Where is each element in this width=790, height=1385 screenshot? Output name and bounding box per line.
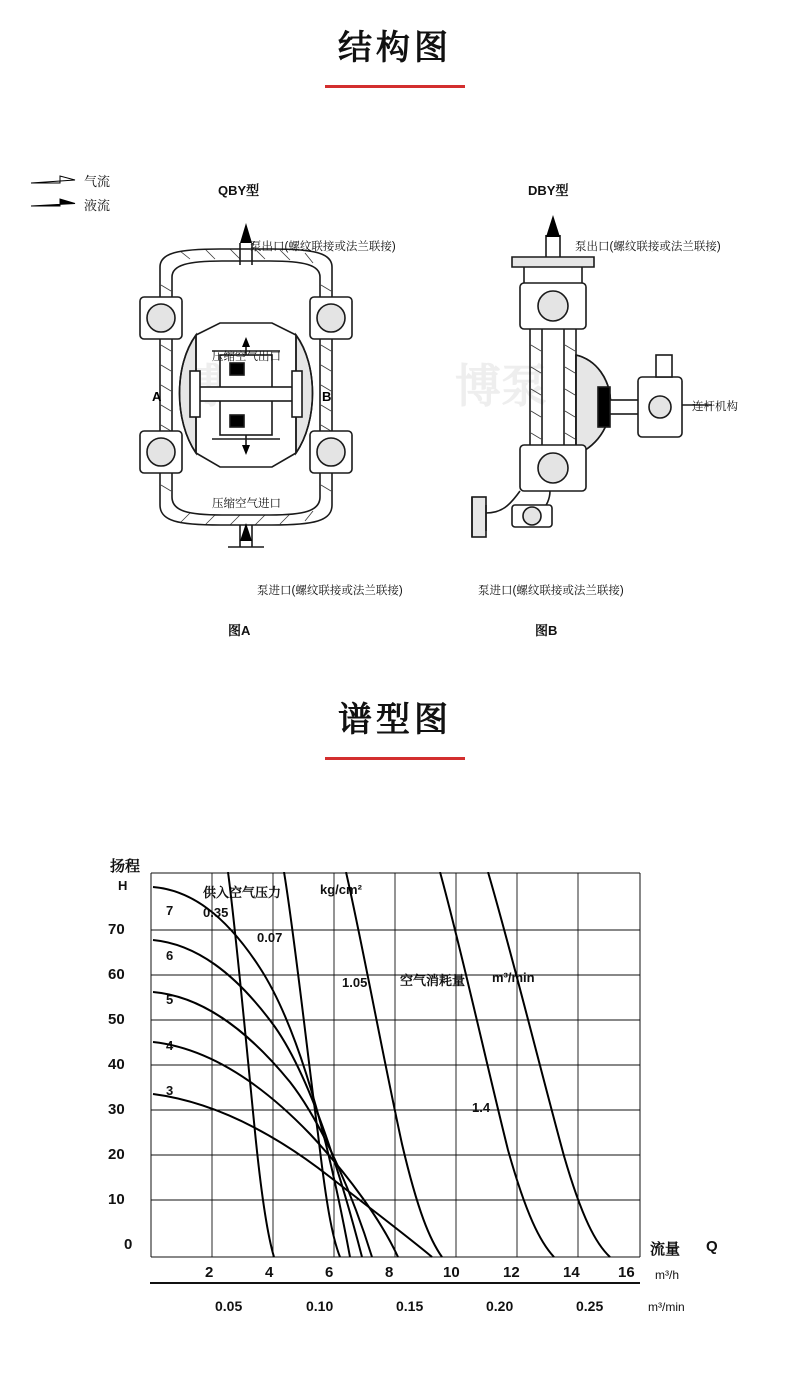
air-consumption-label: 1.05 (342, 975, 368, 990)
annotation-supply-pressure: 供入空气压力 (203, 885, 282, 900)
watermark: 博泵 (455, 360, 547, 412)
y-tick: 70 (108, 921, 125, 938)
structure-title-text: 结构图 (338, 29, 452, 67)
structure-diagram (0, 150, 790, 670)
structure-section-title (0, 28, 790, 88)
chamber-a-label: A (152, 389, 162, 404)
label-inlet-b: 泵进口(螺纹联接或法兰联接) (478, 585, 624, 597)
annotation-supply-pressure-unit: kg/cm² (320, 882, 362, 897)
curve-section-title (0, 700, 790, 760)
x-axis-symbol: Q (706, 1238, 718, 1255)
y-tick: 0 (124, 1236, 133, 1253)
chamber-b-label: B (322, 389, 332, 404)
label-linkage: 连杆机构 (692, 401, 738, 413)
pressure-series-label: 3 (166, 1083, 174, 1098)
y-tick: 60 (108, 966, 125, 983)
y-tick: 20 (108, 1146, 125, 1163)
annotation-air-consumption-unit: m³/min (492, 970, 535, 985)
legend-label-air: 气流 (84, 173, 111, 189)
x-tick: 8 (385, 1264, 394, 1281)
legend-label-liquid: 液流 (84, 197, 111, 213)
title-underline (325, 757, 465, 760)
pressure-series-label: 7 (166, 903, 174, 918)
pressure-series-label: 5 (166, 992, 174, 1007)
figure-b-caption: 图B (535, 623, 558, 638)
air-consumption-label: 1.4 (472, 1100, 491, 1115)
x-tick-secondary: 0.25 (576, 1298, 604, 1314)
x-tick-secondary: 0.20 (486, 1298, 514, 1314)
liquid-flow-arrow-icon (30, 197, 76, 211)
legend-row-air (30, 170, 110, 190)
secondary-axis-rule (150, 1282, 640, 1284)
y-tick: 10 (108, 1191, 125, 1208)
label-inlet-a: 泵进口(螺纹联接或法兰联接) (257, 585, 403, 597)
y-axis-title: 扬程 (110, 858, 141, 875)
x-tick: 4 (265, 1264, 274, 1281)
annotation-air-consumption: 空气消耗量 (400, 973, 466, 988)
x-axis-title: 流量 (650, 1241, 681, 1258)
chart-plot-area (150, 872, 670, 1282)
title-underline (325, 85, 465, 88)
legend-row-liquid (30, 194, 110, 214)
y-axis-symbol: H (118, 878, 128, 893)
performance-chart (0, 820, 790, 1360)
x-tick: 6 (325, 1264, 334, 1281)
x-tick-secondary: 0.10 (306, 1298, 334, 1314)
label-air-inlet: 压缩空气进口 (212, 498, 281, 510)
air-consumption-label: 0.07 (257, 930, 283, 945)
x-unit-secondary: m³/min (648, 1300, 685, 1314)
y-tick: 50 (108, 1011, 125, 1028)
dby-pump-drawing (450, 205, 750, 625)
air-flow-arrow-icon (30, 173, 76, 187)
pressure-series-label: 4 (166, 1038, 174, 1053)
y-tick: 40 (108, 1056, 125, 1073)
model-name-dby: DBY型 (528, 183, 569, 198)
x-tick: 2 (205, 1264, 214, 1281)
x-tick-secondary: 0.15 (396, 1298, 424, 1314)
x-tick-secondary: 0.05 (215, 1298, 243, 1314)
x-tick: 16 (618, 1264, 635, 1281)
legend (30, 170, 110, 218)
x-tick: 12 (503, 1264, 520, 1281)
air-consumption-label: 0.35 (203, 905, 229, 920)
x-tick: 14 (563, 1264, 580, 1281)
pressure-series-label: 6 (166, 948, 174, 963)
figure-a-caption: 图A (228, 623, 251, 638)
y-tick: 30 (108, 1101, 125, 1118)
x-tick: 10 (443, 1264, 460, 1281)
label-outlet-a: 泵出口(螺纹联接或法兰联接) (250, 241, 396, 253)
qby-pump-drawing (100, 205, 480, 625)
x-unit-primary: m³/h (655, 1268, 679, 1282)
label-air-outlet: 压缩空气出口 (212, 351, 281, 363)
curve-title-text: 谱型图 (338, 701, 452, 739)
label-outlet-b: 泵出口(螺纹联接或法兰联接) (575, 241, 721, 253)
model-name-qby: QBY型 (218, 183, 260, 198)
